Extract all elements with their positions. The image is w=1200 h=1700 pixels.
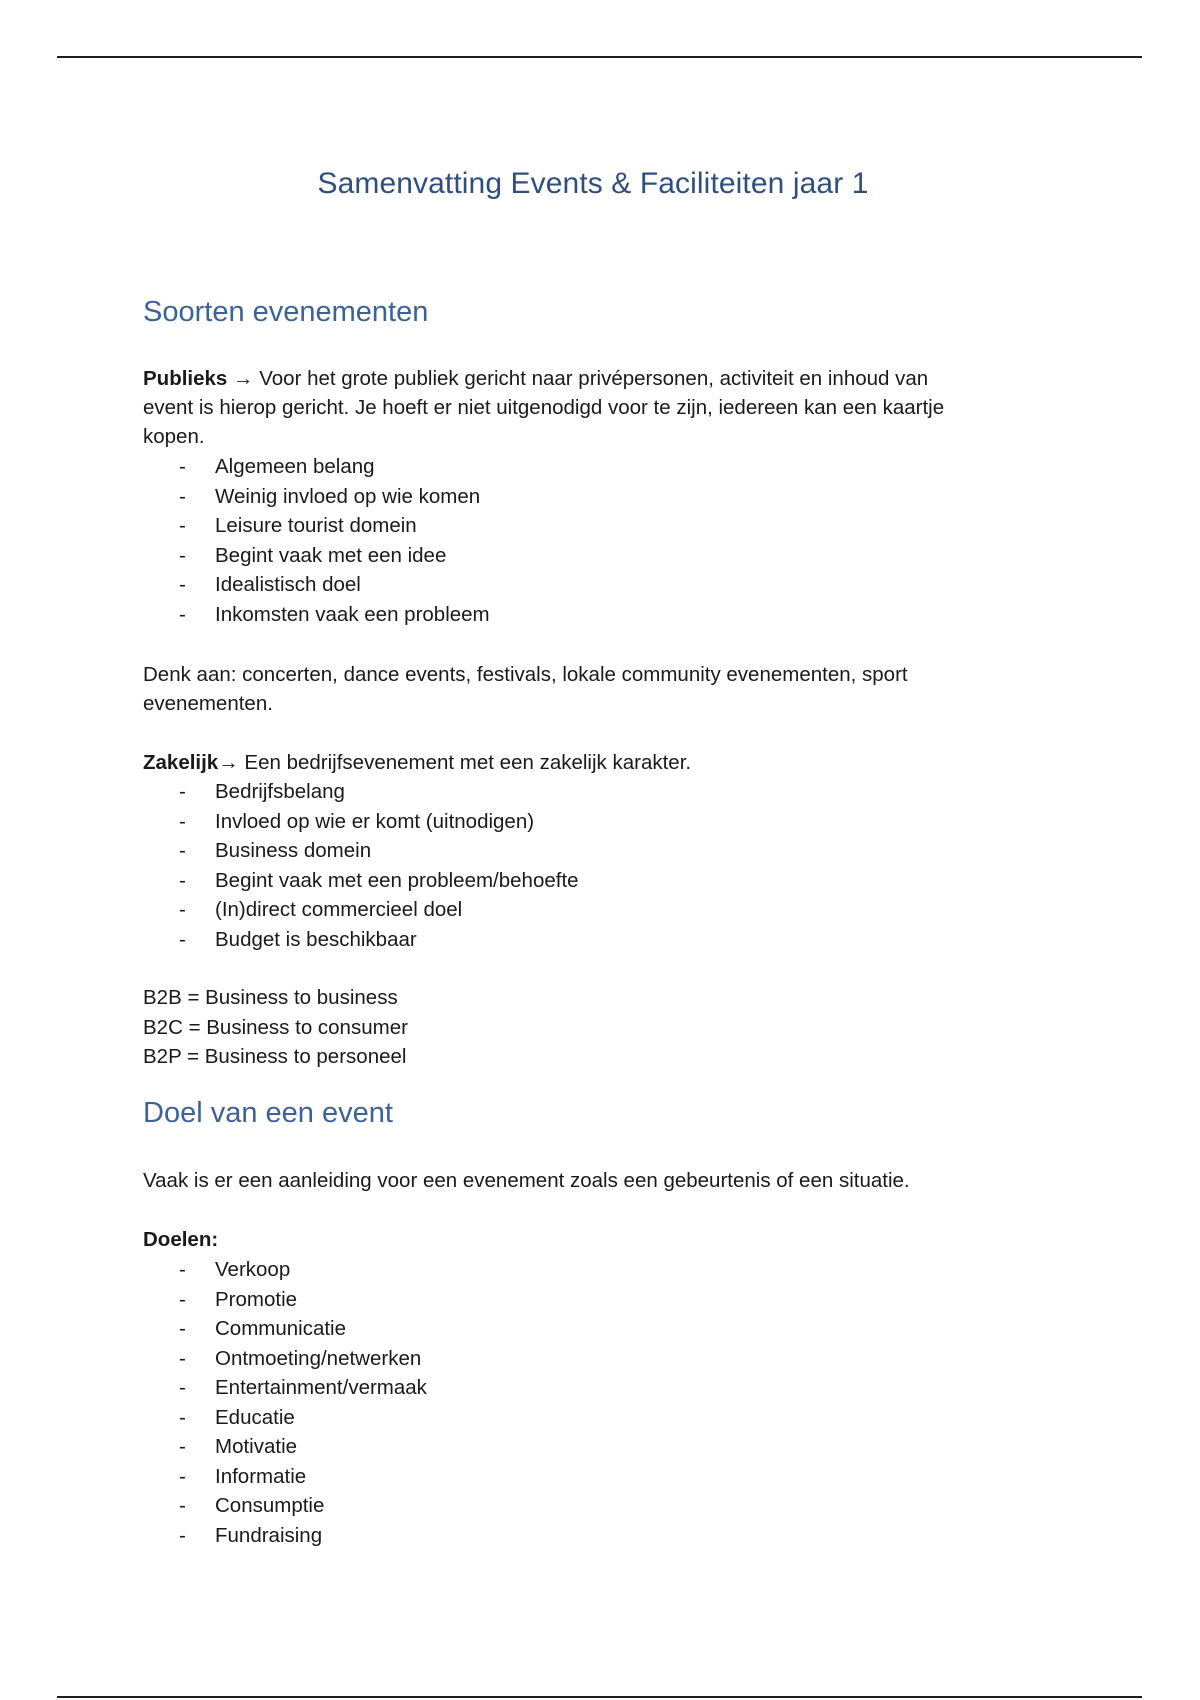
bullet-dash: - [179,868,186,892]
publieks-line-1 [143,367,928,390]
zakelijk-list [143,777,579,954]
bullet-dash: - [179,455,186,478]
list-item: - Informatie [143,1462,427,1492]
bullet-dash: - [179,1376,186,1399]
bullet-dash: - [179,780,186,803]
list-item: - Weinig invloed op wie komen [143,482,490,512]
term-publieks: Publieks [143,367,228,390]
list-item: - Invloed op wie er komt (uitnodigen) [143,807,579,837]
denk-aan-line-1: Denk aan: concerten, dance events, festivals, lokale community evenementen, sport [143,663,908,686]
bullet-dash: - [179,1317,186,1340]
bullet-dash: - [179,1464,186,1488]
list-item: - Entertainment/vermaak [143,1373,427,1403]
list-item: - Motivatie [143,1432,427,1462]
publieks-line-2: event is hierop gericht. Je hoeft er niet uitgenodigd voor te zijn, iedereen kan een kaartje [143,396,945,419]
bullet-dash: - [179,927,186,951]
arrow-icon: → [218,751,239,774]
page-title: Samenvatting Events & Faciliteiten jaar 1 [317,167,869,200]
bullet-dash: - [179,1405,186,1429]
list-item: - Begint vaak met een probleem/behoefte [143,866,579,896]
list-item: - Leisure tourist domein [143,511,490,541]
doelen-label: Doelen: [143,1228,219,1251]
list-item: - Verkoop [143,1255,427,1285]
list-item: - Educatie [143,1403,427,1433]
doelen-list [143,1255,427,1550]
publieks-list [143,452,490,629]
bullet-dash: - [179,1346,186,1370]
bullet-dash: - [179,602,186,626]
bullet-dash: - [179,1523,186,1547]
b2-definitions [143,983,408,1072]
paragraph-denk-aan [143,660,1043,718]
bullet-dash: - [179,543,186,567]
bullet-dash: - [179,1435,186,1458]
bullet-dash: - [179,514,186,537]
list-item: - (In)direct commercieel doel [143,895,579,925]
section-heading-doel: Doel van een event [143,1097,393,1129]
publieks-text-1: Voor het grote publiek gericht naar privépersonen, activiteit en inhoud van [259,367,929,390]
list-item: - Algemeen belang [143,452,490,482]
list-item: - Communicatie [143,1314,427,1344]
section-heading-soorten: Soorten evenementen [143,296,429,328]
list-item: - Budget is beschikbaar [143,925,579,955]
list-item: - Begint vaak met een idee [143,541,490,571]
b2c-line: B2C = Business to consumer [143,1015,408,1039]
bullet-dash: - [179,573,186,596]
zakelijk-text: Een bedrijfsevenement met een zakelijk karakter. [244,751,692,774]
bullet-dash: - [179,809,186,833]
list-item: - Inkomsten vaak een probleem [143,600,490,630]
list-item: - Business domein [143,836,579,866]
paragraph-publieks [143,364,1043,451]
publieks-line-3: kopen. [143,425,205,448]
bullet-dash: - [179,1287,186,1311]
bullet-dash: - [179,839,186,862]
footer-rule [57,1696,1142,1698]
list-item: - Idealistisch doel [143,570,490,600]
arrow-icon: → [233,367,254,390]
denk-aan-line-2: evenementen. [143,692,273,715]
bullet-dash: - [179,1258,186,1281]
b2p-line: B2P = Business to personeel [143,1045,407,1068]
paragraph-aanleiding: Vaak is er een aanleiding voor een evenement zoals een gebeurtenis of een situatie. [143,1169,910,1192]
list-item: - Fundraising [143,1521,427,1551]
bullet-dash: - [179,484,186,508]
list-item: - Consumptie [143,1491,427,1521]
list-item: - Bedrijfsbelang [143,777,579,807]
term-zakelijk: Zakelijk [143,751,219,774]
b2b-line: B2B = Business to business [143,986,398,1009]
list-item: - Ontmoeting/netwerken [143,1344,427,1374]
list-item: - Promotie [143,1285,427,1315]
bullet-dash: - [179,1494,186,1517]
header-rule [57,56,1142,58]
paragraph-zakelijk [143,748,1043,777]
bullet-dash: - [179,898,186,921]
